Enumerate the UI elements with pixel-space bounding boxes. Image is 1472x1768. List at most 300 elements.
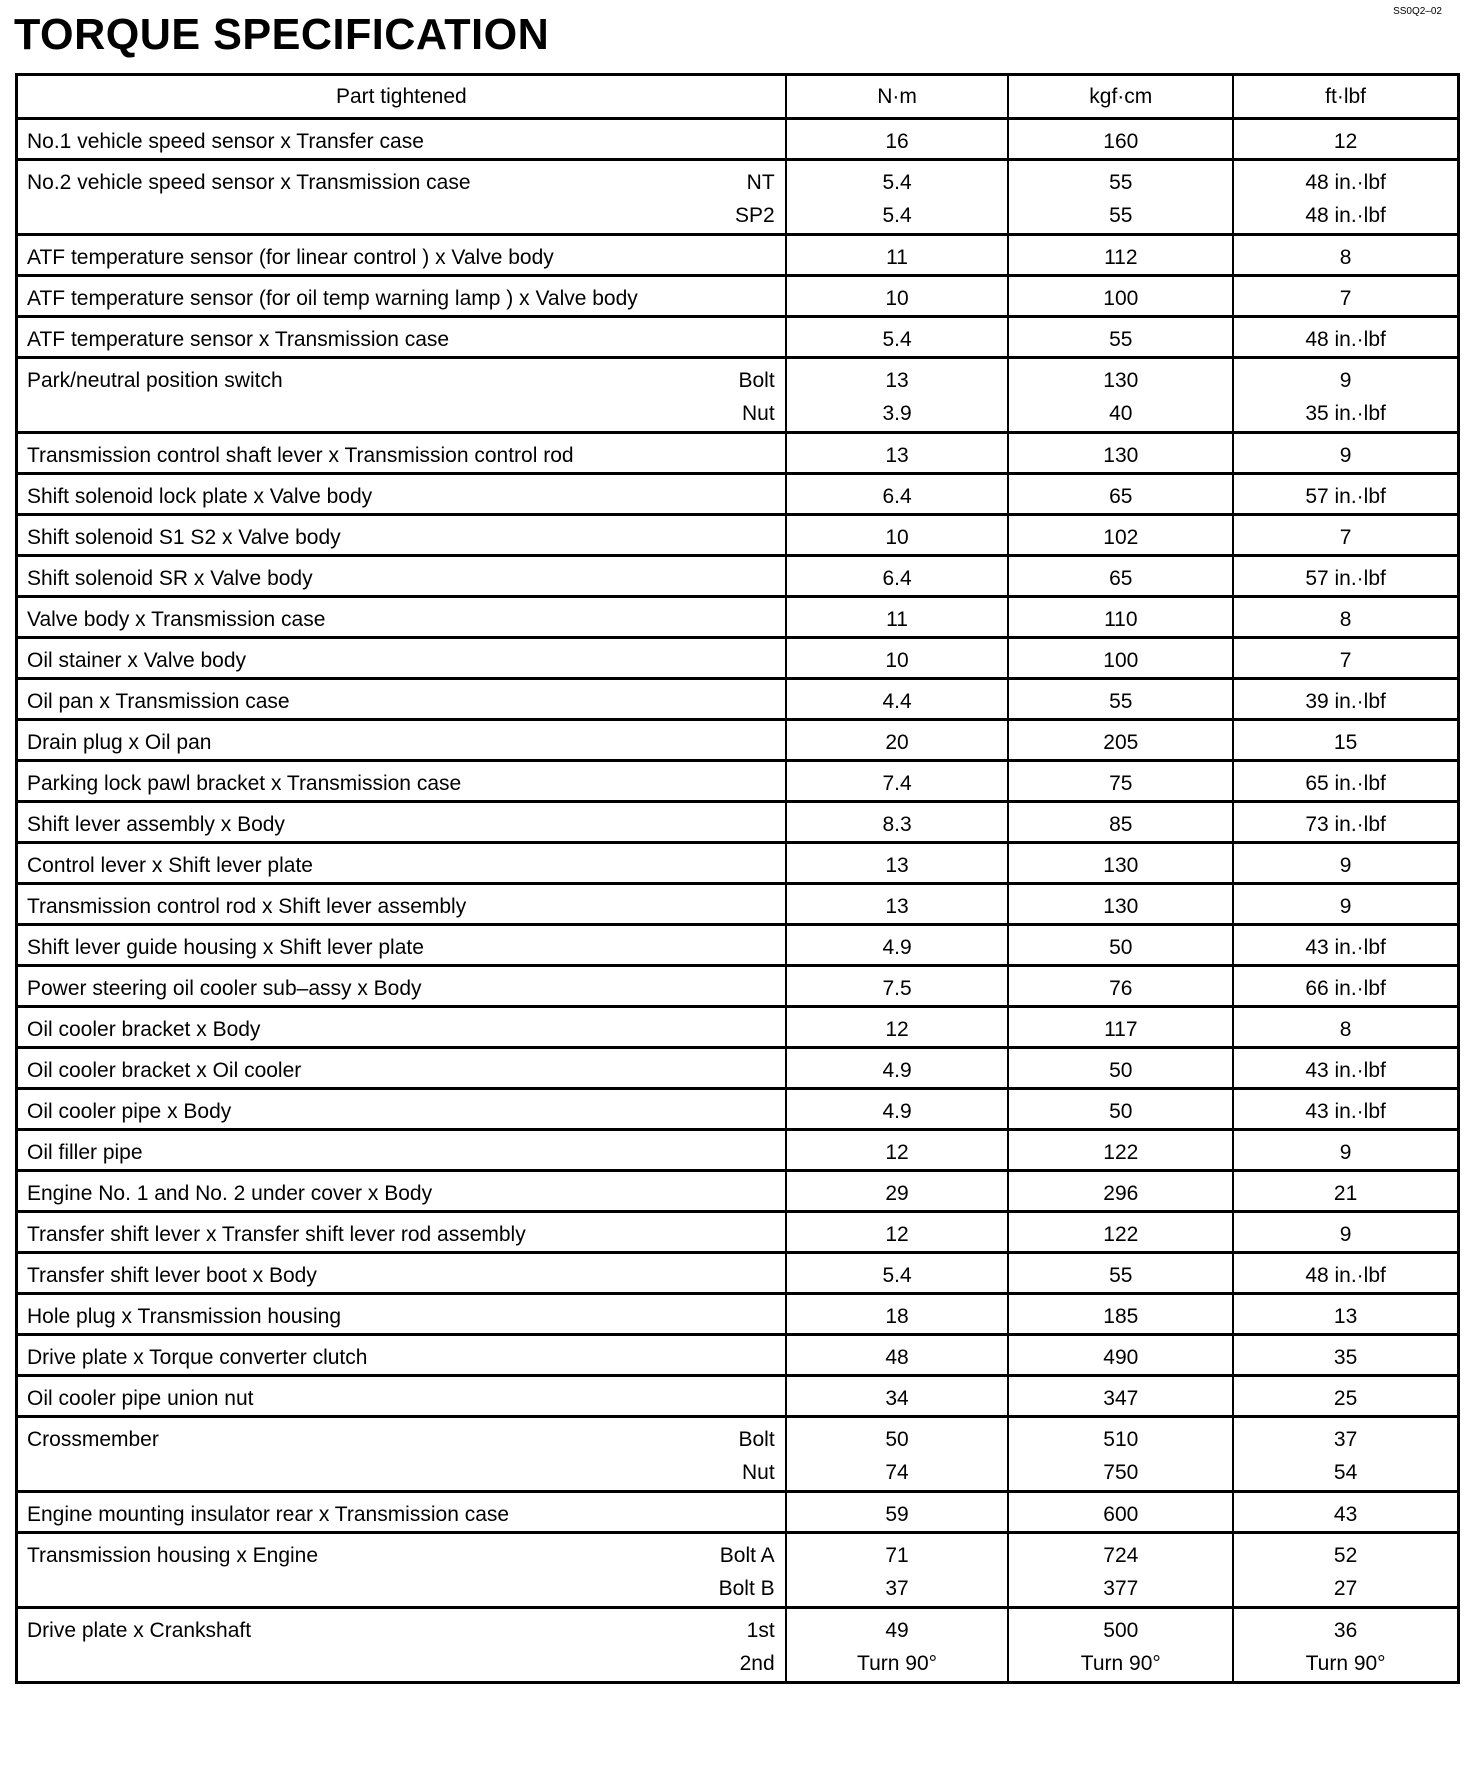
nm-cell [786, 433, 1009, 474]
nm-cell [786, 1130, 1009, 1171]
value: 9 [1339, 854, 1352, 877]
kgf-cm-cell [1008, 597, 1233, 638]
value: 13 [885, 444, 909, 467]
part-cell [17, 474, 786, 515]
ft-lbf-cell [1233, 1212, 1458, 1253]
table-row [17, 1130, 1459, 1171]
table-row [17, 843, 1459, 884]
table-row [17, 1212, 1459, 1253]
nm-cell [786, 1608, 1009, 1683]
part-name: Transfer shift lever x Transfer shift lever rod assembly [27, 1223, 526, 1246]
value: 7.5 [882, 977, 912, 1000]
table-row [17, 1608, 1459, 1683]
part-name: Transmission control shaft lever x Transmission control rod [27, 444, 574, 467]
part-variants [738, 359, 774, 431]
part-cell [17, 843, 786, 884]
header-ft-lbf: ft·lbf [1233, 75, 1458, 119]
nm-cell [786, 160, 1009, 235]
kgf-cm-cell [1008, 1171, 1233, 1212]
nm-cell [786, 884, 1009, 925]
table-row [17, 638, 1459, 679]
value: 13 [885, 369, 909, 392]
nm-cell [786, 1212, 1009, 1253]
part-cell [17, 1294, 786, 1335]
kgf-cm-cell [1008, 1048, 1233, 1089]
value: 10 [885, 287, 909, 310]
nm-cell [786, 119, 1009, 160]
kgf-cm-cell [1008, 1253, 1233, 1294]
value: 50 [1109, 1100, 1133, 1123]
value: 8.3 [882, 813, 912, 836]
part-cell [17, 597, 786, 638]
value: 8 [1339, 608, 1352, 631]
value: 7 [1339, 649, 1352, 672]
table-row [17, 1417, 1459, 1492]
part-cell [17, 925, 786, 966]
part-name: Oil pan x Transmission case [27, 690, 290, 713]
ft-lbf-cell [1233, 597, 1458, 638]
value: 377 [1103, 1577, 1139, 1600]
nm-cell [786, 317, 1009, 358]
value: Turn 90° [1305, 1652, 1386, 1675]
part-name: Drain plug x Oil pan [27, 731, 212, 754]
value: 40 [1109, 402, 1133, 425]
variant-label: Bolt [738, 1428, 775, 1451]
value: 10 [885, 649, 909, 672]
value: 8 [1339, 1018, 1352, 1041]
ft-lbf-cell [1233, 1417, 1458, 1492]
ft-lbf-cell [1233, 276, 1458, 317]
value: 13 [1333, 1305, 1358, 1328]
part-cell [17, 720, 786, 761]
value: 6.4 [882, 567, 912, 590]
value: 117 [1104, 1018, 1138, 1041]
value: 48 in.·lbf [1305, 204, 1386, 227]
value: 15 [1333, 731, 1358, 754]
value: 102 [1103, 526, 1139, 549]
nm-cell [786, 638, 1009, 679]
part-name: Oil cooler pipe union nut [27, 1387, 254, 1410]
value: 600 [1103, 1503, 1139, 1526]
page-title: TORQUE SPECIFICATION [14, 10, 550, 59]
part-name: Oil filler pipe [27, 1141, 143, 1164]
part-cell [17, 119, 786, 160]
header-nm: N·m [786, 75, 1009, 119]
part-name: Oil cooler pipe x Body [27, 1100, 232, 1123]
part-cell [17, 1253, 786, 1294]
part-cell [17, 1608, 786, 1683]
nm-cell [786, 1492, 1009, 1533]
ft-lbf-cell [1233, 1608, 1458, 1683]
value: 55 [1109, 204, 1133, 227]
part-name: Crossmember [27, 1428, 159, 1451]
value: 7.4 [882, 772, 912, 795]
kgf-cm-cell [1008, 1608, 1233, 1683]
part-cell [17, 160, 786, 235]
value: 7 [1339, 287, 1352, 310]
nm-cell [786, 1294, 1009, 1335]
table-row [17, 1492, 1459, 1533]
kgf-cm-cell [1008, 1007, 1233, 1048]
value: 55 [1109, 171, 1133, 194]
value: 11 [886, 246, 908, 269]
value: 347 [1103, 1387, 1139, 1410]
ft-lbf-cell [1233, 1533, 1458, 1608]
table-row [17, 761, 1459, 802]
nm-cell [786, 515, 1009, 556]
value: 43 in.·lbf [1305, 1100, 1386, 1123]
part-name: ATF temperature sensor (for linear control ) x Valve body [27, 246, 554, 269]
value: 48 in.·lbf [1305, 1264, 1386, 1287]
kgf-cm-cell [1008, 925, 1233, 966]
ft-lbf-cell [1233, 925, 1458, 966]
value: 130 [1103, 895, 1139, 918]
value: 20 [885, 731, 909, 754]
value: 5.4 [882, 204, 912, 227]
value: 50 [885, 1428, 909, 1451]
table-row [17, 925, 1459, 966]
kgf-cm-cell [1008, 802, 1233, 843]
ft-lbf-cell [1233, 761, 1458, 802]
part-name: Hole plug x Transmission housing [27, 1305, 341, 1328]
value: 29 [885, 1182, 909, 1205]
kgf-cm-cell [1008, 556, 1233, 597]
value: 4.4 [882, 690, 912, 713]
ft-lbf-cell [1233, 1130, 1458, 1171]
value: 73 in.·lbf [1305, 813, 1386, 836]
part-name: Engine mounting insulator rear x Transmission case [27, 1503, 510, 1526]
kgf-cm-cell [1008, 160, 1233, 235]
kgf-cm-cell [1008, 1294, 1233, 1335]
kgf-cm-cell [1008, 119, 1233, 160]
part-name: Valve body x Transmission case [27, 608, 326, 631]
value: 4.9 [882, 1100, 912, 1123]
value: 296 [1103, 1182, 1139, 1205]
table-row [17, 802, 1459, 843]
value: 490 [1103, 1346, 1139, 1369]
part-name: Transmission control rod x Shift lever assembly [27, 895, 467, 918]
value: 3.9 [882, 402, 912, 425]
kgf-cm-cell [1008, 317, 1233, 358]
value: 76 [1109, 977, 1133, 1000]
ft-lbf-cell [1233, 884, 1458, 925]
nm-cell [786, 843, 1009, 884]
kgf-cm-cell [1008, 966, 1233, 1007]
value: 65 [1109, 485, 1133, 508]
value: 510 [1103, 1428, 1139, 1451]
part-cell [17, 515, 786, 556]
part-name: Parking lock pawl bracket x Transmission case [27, 772, 462, 795]
part-cell [17, 1376, 786, 1417]
value: 34 [885, 1387, 909, 1410]
value: 4.9 [882, 936, 912, 959]
value: 130 [1103, 444, 1139, 467]
value: 49 [885, 1619, 909, 1642]
value: 11 [886, 608, 908, 631]
table-row [17, 119, 1459, 160]
value: 7 [1339, 526, 1352, 549]
table-row [17, 276, 1459, 317]
value: 112 [1104, 246, 1138, 269]
value: 12 [885, 1223, 909, 1246]
header-kgf-cm: kgf·cm [1008, 75, 1233, 119]
nm-cell [786, 1253, 1009, 1294]
table-row [17, 160, 1459, 235]
part-name: Oil cooler bracket x Body [27, 1018, 261, 1041]
value: 122 [1103, 1223, 1139, 1246]
nm-cell [786, 1335, 1009, 1376]
variant-label: Bolt A [719, 1544, 775, 1567]
value: 500 [1103, 1619, 1139, 1642]
ft-lbf-cell [1233, 235, 1458, 276]
nm-cell [786, 1048, 1009, 1089]
value: 8 [1339, 246, 1352, 269]
kgf-cm-cell [1008, 1492, 1233, 1533]
value: 35 in.·lbf [1305, 402, 1386, 425]
ft-lbf-cell [1233, 966, 1458, 1007]
nm-cell [786, 1007, 1009, 1048]
value: 85 [1109, 813, 1133, 836]
table-row [17, 1533, 1459, 1608]
table-row [17, 1171, 1459, 1212]
nm-cell [786, 720, 1009, 761]
value: Turn 90° [1080, 1652, 1161, 1675]
value: 12 [885, 1141, 909, 1164]
variant-label: SP2 [734, 204, 775, 227]
value: 130 [1103, 369, 1139, 392]
value: 43 [1333, 1503, 1358, 1526]
part-cell [17, 802, 786, 843]
part-cell [17, 235, 786, 276]
value: 54 [1333, 1461, 1358, 1484]
kgf-cm-cell [1008, 1130, 1233, 1171]
nm-cell [786, 556, 1009, 597]
value: 43 in.·lbf [1305, 1059, 1386, 1082]
header-row [17, 75, 1459, 119]
value: 27 [1333, 1577, 1358, 1600]
nm-cell [786, 276, 1009, 317]
ft-lbf-cell [1233, 160, 1458, 235]
part-cell [17, 358, 786, 433]
value: 37 [1333, 1428, 1358, 1451]
variant-label: Nut [741, 402, 775, 425]
value: 130 [1103, 854, 1139, 877]
table-row [17, 720, 1459, 761]
ft-lbf-cell [1233, 433, 1458, 474]
kgf-cm-cell [1008, 1533, 1233, 1608]
value: 5.4 [882, 1264, 912, 1287]
value: 71 [885, 1544, 909, 1567]
kgf-cm-cell [1008, 843, 1233, 884]
value: 37 [885, 1577, 909, 1600]
part-cell [17, 1417, 786, 1492]
value: 75 [1109, 772, 1133, 795]
value: 18 [885, 1305, 909, 1328]
ft-lbf-cell [1233, 1089, 1458, 1130]
nm-cell [786, 235, 1009, 276]
value: 57 in.·lbf [1305, 485, 1386, 508]
ft-lbf-cell [1233, 802, 1458, 843]
ft-lbf-cell [1233, 358, 1458, 433]
ft-lbf-cell [1233, 317, 1458, 358]
ft-lbf-cell [1233, 1294, 1458, 1335]
ft-lbf-cell [1233, 679, 1458, 720]
table-row [17, 1253, 1459, 1294]
part-name: No.2 vehicle speed sensor x Transmission case [27, 171, 471, 194]
ft-lbf-cell [1233, 1048, 1458, 1089]
kgf-cm-cell [1008, 276, 1233, 317]
value: 39 in.·lbf [1305, 690, 1386, 713]
ft-lbf-cell [1233, 1171, 1458, 1212]
value: 52 [1333, 1544, 1358, 1567]
part-name: Drive plate x Torque converter clutch [27, 1346, 368, 1369]
nm-cell [786, 1533, 1009, 1608]
table-row [17, 1007, 1459, 1048]
part-name: Transmission housing x Engine [27, 1544, 319, 1567]
table-row [17, 1294, 1459, 1335]
value: 50 [1109, 1059, 1133, 1082]
value: 5.4 [882, 328, 912, 351]
kgf-cm-cell [1008, 235, 1233, 276]
nm-cell [786, 474, 1009, 515]
part-name: No.1 vehicle speed sensor x Transfer case [27, 130, 424, 153]
variant-label: 1st [746, 1619, 775, 1642]
ft-lbf-cell [1233, 1253, 1458, 1294]
value: 57 in.·lbf [1305, 567, 1386, 590]
ft-lbf-cell [1233, 1492, 1458, 1533]
part-cell [17, 1048, 786, 1089]
kgf-cm-cell [1008, 1376, 1233, 1417]
value: 100 [1103, 649, 1139, 672]
value: 55 [1109, 328, 1133, 351]
value: 74 [885, 1461, 909, 1484]
value: 160 [1103, 130, 1139, 153]
value: 4.9 [882, 1059, 912, 1082]
ft-lbf-cell [1233, 119, 1458, 160]
table-row [17, 679, 1459, 720]
kgf-cm-cell [1008, 761, 1233, 802]
table-row [17, 556, 1459, 597]
ft-lbf-cell [1233, 843, 1458, 884]
kgf-cm-cell [1008, 884, 1233, 925]
part-name: Control lever x Shift lever plate [27, 854, 313, 877]
variant-label: 2nd [739, 1652, 775, 1675]
header-part: Part tightened [17, 75, 786, 119]
value: 6.4 [882, 485, 912, 508]
part-name: Drive plate x Crankshaft [27, 1619, 252, 1642]
value: 9 [1339, 895, 1352, 918]
part-name: Shift lever guide housing x Shift lever plate [27, 936, 424, 959]
kgf-cm-cell [1008, 720, 1233, 761]
ft-lbf-cell [1233, 1376, 1458, 1417]
value: Turn 90° [857, 1652, 938, 1675]
part-name: Oil stainer x Valve body [27, 649, 247, 672]
value: 65 [1109, 567, 1133, 590]
value: 100 [1103, 287, 1139, 310]
value: 122 [1103, 1141, 1139, 1164]
table-row [17, 1335, 1459, 1376]
value: 205 [1103, 731, 1139, 754]
part-name: Shift lever assembly x Body [27, 813, 285, 836]
nm-cell [786, 1171, 1009, 1212]
kgf-cm-cell [1008, 679, 1233, 720]
nm-cell [786, 358, 1009, 433]
part-cell [17, 1089, 786, 1130]
part-cell [17, 638, 786, 679]
nm-cell [786, 761, 1009, 802]
part-name: ATF temperature sensor (for oil temp warning lamp ) x Valve body [27, 287, 638, 310]
part-cell [17, 761, 786, 802]
table-row [17, 884, 1459, 925]
value: 16 [885, 130, 909, 153]
part-name: Shift solenoid SR x Valve body [27, 567, 313, 590]
part-name: Transfer shift lever boot x Body [27, 1264, 317, 1287]
part-name: Shift solenoid lock plate x Valve body [27, 485, 373, 508]
part-cell [17, 1492, 786, 1533]
part-variants [740, 1609, 775, 1681]
table-row [17, 433, 1459, 474]
part-variants [738, 1418, 774, 1490]
part-name: ATF temperature sensor x Transmission case [27, 328, 450, 351]
value: 36 [1333, 1619, 1358, 1642]
table-row [17, 474, 1459, 515]
value: 48 in.·lbf [1305, 328, 1386, 351]
part-cell [17, 1007, 786, 1048]
value: 48 [885, 1346, 909, 1369]
value: 12 [885, 1018, 909, 1041]
part-name: Oil cooler bracket x Oil cooler [27, 1059, 302, 1082]
part-cell [17, 1212, 786, 1253]
value: 5.4 [882, 171, 912, 194]
value: 750 [1103, 1461, 1139, 1484]
nm-cell [786, 1417, 1009, 1492]
value: 9 [1339, 1141, 1352, 1164]
value: 55 [1109, 690, 1133, 713]
kgf-cm-cell [1008, 515, 1233, 556]
kgf-cm-cell [1008, 1417, 1233, 1492]
table-row [17, 317, 1459, 358]
ft-lbf-cell [1233, 1335, 1458, 1376]
value: 12 [1333, 130, 1358, 153]
value: 21 [1333, 1182, 1358, 1205]
table-row [17, 515, 1459, 556]
ft-lbf-cell [1233, 474, 1458, 515]
part-variants [719, 1534, 775, 1606]
part-cell [17, 884, 786, 925]
value: 55 [1109, 1264, 1133, 1287]
ft-lbf-cell [1233, 1007, 1458, 1048]
nm-cell [786, 925, 1009, 966]
value: 50 [1109, 936, 1133, 959]
ft-lbf-cell [1233, 720, 1458, 761]
part-variants [735, 161, 775, 233]
part-name: Park/neutral position switch [27, 369, 283, 392]
nm-cell [786, 679, 1009, 720]
value: 66 in.·lbf [1305, 977, 1386, 1000]
value: 35 [1333, 1346, 1358, 1369]
document-code: SS0Q2–02 [1393, 6, 1442, 17]
variant-label: Nut [741, 1461, 775, 1484]
value: 9 [1339, 369, 1352, 392]
part-name: Power steering oil cooler sub–assy x Body [27, 977, 422, 1000]
table-row [17, 1048, 1459, 1089]
ft-lbf-cell [1233, 515, 1458, 556]
part-name: Engine No. 1 and No. 2 under cover x Body [27, 1182, 433, 1205]
value: 13 [885, 854, 909, 877]
kgf-cm-cell [1008, 1089, 1233, 1130]
table-row [17, 1376, 1459, 1417]
part-cell [17, 1171, 786, 1212]
